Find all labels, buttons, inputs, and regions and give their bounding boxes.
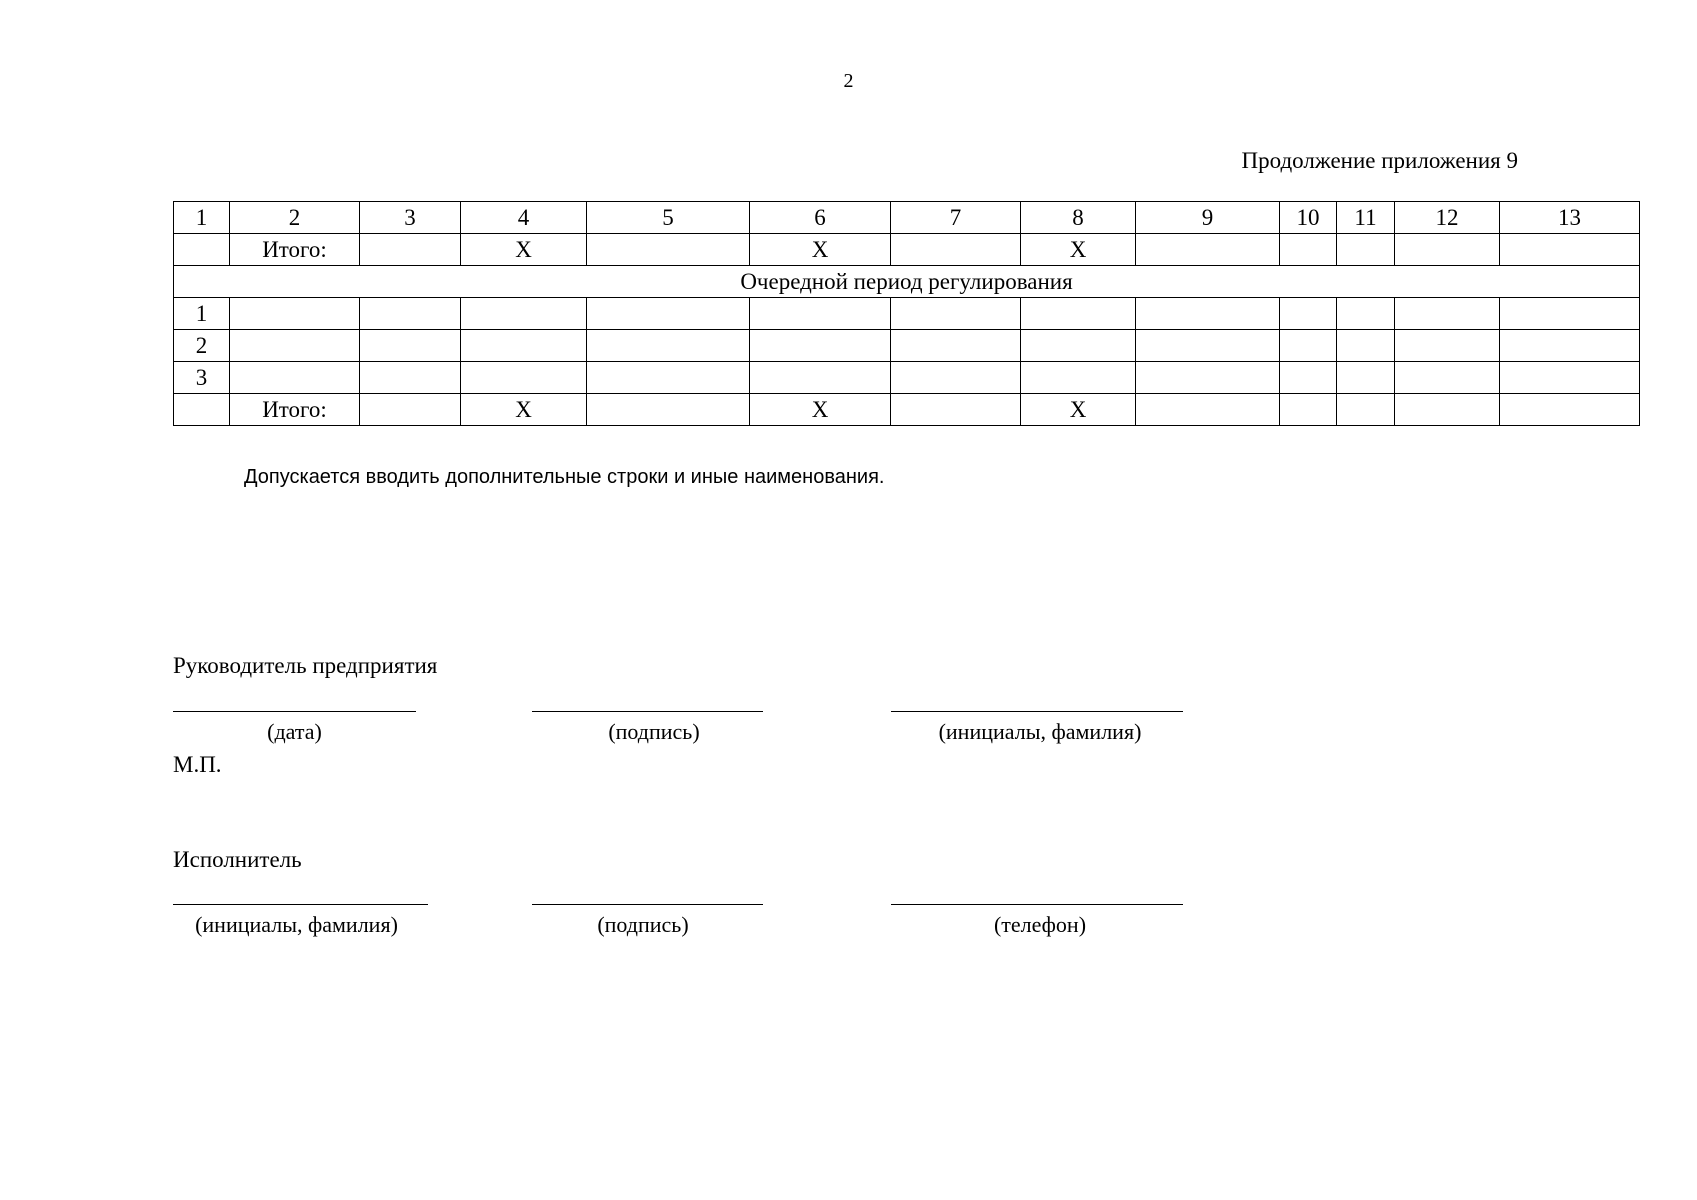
- executor-signature-line[interactable]: [532, 904, 763, 905]
- data-table: [173, 201, 1640, 426]
- table-cell[interactable]: [891, 362, 1021, 394]
- section-title: Очередной период регулирования: [174, 266, 1640, 298]
- row-number: 2: [174, 330, 230, 362]
- table-cell[interactable]: [1021, 298, 1136, 330]
- table-cell[interactable]: [891, 394, 1021, 426]
- row-number: 3: [174, 362, 230, 394]
- row-number: 1: [174, 298, 230, 330]
- table-cell[interactable]: [1021, 362, 1136, 394]
- table-cell[interactable]: [750, 330, 891, 362]
- table-cell[interactable]: [1395, 362, 1500, 394]
- note-text: Допускается вводить дополнительные строки и иные наименования.: [244, 466, 885, 488]
- table-row: [174, 298, 1640, 330]
- phone-caption: (телефон): [993, 912, 1087, 937]
- page-number: 2: [843, 70, 854, 92]
- table-cell[interactable]: [1500, 298, 1640, 330]
- total-label: Итого:: [230, 394, 360, 426]
- name-caption: (инициалы, фамилия): [938, 719, 1142, 744]
- executor-signature-caption: (подпись): [597, 912, 689, 937]
- table-cell[interactable]: [1337, 298, 1395, 330]
- total-label: Итого:: [230, 234, 360, 266]
- header-cell: 1: [174, 202, 230, 234]
- header-cell: 11: [1337, 202, 1395, 234]
- phone-line[interactable]: [891, 904, 1183, 905]
- header-cell: 2: [230, 202, 360, 234]
- table-cell[interactable]: [1395, 330, 1500, 362]
- table-cell[interactable]: [1136, 298, 1280, 330]
- table-cell[interactable]: [1337, 362, 1395, 394]
- table-cell[interactable]: [1500, 394, 1640, 426]
- table-cell[interactable]: [891, 330, 1021, 362]
- table-cell[interactable]: [1136, 394, 1280, 426]
- table-cell[interactable]: [587, 330, 750, 362]
- header-cell: 13: [1500, 202, 1640, 234]
- table-cell[interactable]: [587, 394, 750, 426]
- date-line[interactable]: [173, 711, 416, 712]
- table-cell[interactable]: [1280, 394, 1337, 426]
- table-cell[interactable]: [587, 362, 750, 394]
- x-mark: X: [461, 394, 587, 426]
- table-cell[interactable]: [1021, 330, 1136, 362]
- header-cell: 5: [587, 202, 750, 234]
- table-cell[interactable]: [461, 298, 587, 330]
- table-cell[interactable]: [1337, 394, 1395, 426]
- table-header-row: [174, 202, 1640, 234]
- table-cell[interactable]: [1280, 298, 1337, 330]
- appendix-title: Продолжение приложения 9: [1241, 148, 1518, 173]
- x-mark: X: [1021, 394, 1136, 426]
- table-cell[interactable]: [461, 362, 587, 394]
- section-row: [174, 266, 1640, 298]
- table-cell[interactable]: [1337, 330, 1395, 362]
- table-cell[interactable]: [1136, 234, 1280, 266]
- table-cell[interactable]: [174, 394, 230, 426]
- x-mark: X: [461, 234, 587, 266]
- signature-caption: (подпись): [608, 719, 700, 744]
- header-cell: 3: [360, 202, 461, 234]
- table-cell[interactable]: [360, 330, 461, 362]
- header-cell: 4: [461, 202, 587, 234]
- table-cell[interactable]: [891, 234, 1021, 266]
- header-cell: 10: [1280, 202, 1337, 234]
- table-cell[interactable]: [1280, 362, 1337, 394]
- table-cell[interactable]: [587, 298, 750, 330]
- table-cell[interactable]: [1500, 330, 1640, 362]
- x-mark: X: [750, 394, 891, 426]
- table-cell[interactable]: [1395, 234, 1500, 266]
- table-cell[interactable]: [587, 234, 750, 266]
- table-cell[interactable]: [230, 298, 360, 330]
- x-mark: X: [1021, 234, 1136, 266]
- header-cell: 9: [1136, 202, 1280, 234]
- table-cell[interactable]: [360, 394, 461, 426]
- table-cell[interactable]: [1395, 298, 1500, 330]
- header-cell: 12: [1395, 202, 1500, 234]
- table-row: [174, 362, 1640, 394]
- table-row-total: [174, 234, 1640, 266]
- table-cell[interactable]: [1500, 234, 1640, 266]
- table-cell[interactable]: [750, 362, 891, 394]
- table-cell[interactable]: [1280, 234, 1337, 266]
- executor-name-caption: (инициалы, фамилия): [195, 912, 398, 937]
- table-row: [174, 330, 1640, 362]
- table-cell[interactable]: [1280, 330, 1337, 362]
- table-cell[interactable]: [891, 298, 1021, 330]
- table-cell[interactable]: [461, 330, 587, 362]
- header-cell: 7: [891, 202, 1021, 234]
- table-cell[interactable]: [750, 298, 891, 330]
- table-cell[interactable]: [360, 298, 461, 330]
- header-cell: 8: [1021, 202, 1136, 234]
- executor-name-line[interactable]: [173, 904, 428, 905]
- stamp-label: М.П.: [173, 752, 222, 777]
- table-cell[interactable]: [360, 234, 461, 266]
- table-cell[interactable]: [1136, 330, 1280, 362]
- table-cell[interactable]: [1337, 234, 1395, 266]
- table-cell[interactable]: [174, 234, 230, 266]
- table-row-total: [174, 394, 1640, 426]
- table-cell[interactable]: [1395, 394, 1500, 426]
- table-cell[interactable]: [230, 362, 360, 394]
- name-line[interactable]: [891, 711, 1183, 712]
- executor-title: Исполнитель: [173, 847, 302, 872]
- header-cell: 6: [750, 202, 891, 234]
- manager-title: Руководитель предприятия: [173, 653, 438, 678]
- table-cell[interactable]: [1500, 362, 1640, 394]
- signature-line[interactable]: [532, 711, 763, 712]
- x-mark: X: [750, 234, 891, 266]
- table-cell[interactable]: [360, 362, 461, 394]
- date-caption: (дата): [267, 719, 322, 744]
- table-cell[interactable]: [1136, 362, 1280, 394]
- table-cell[interactable]: [230, 330, 360, 362]
